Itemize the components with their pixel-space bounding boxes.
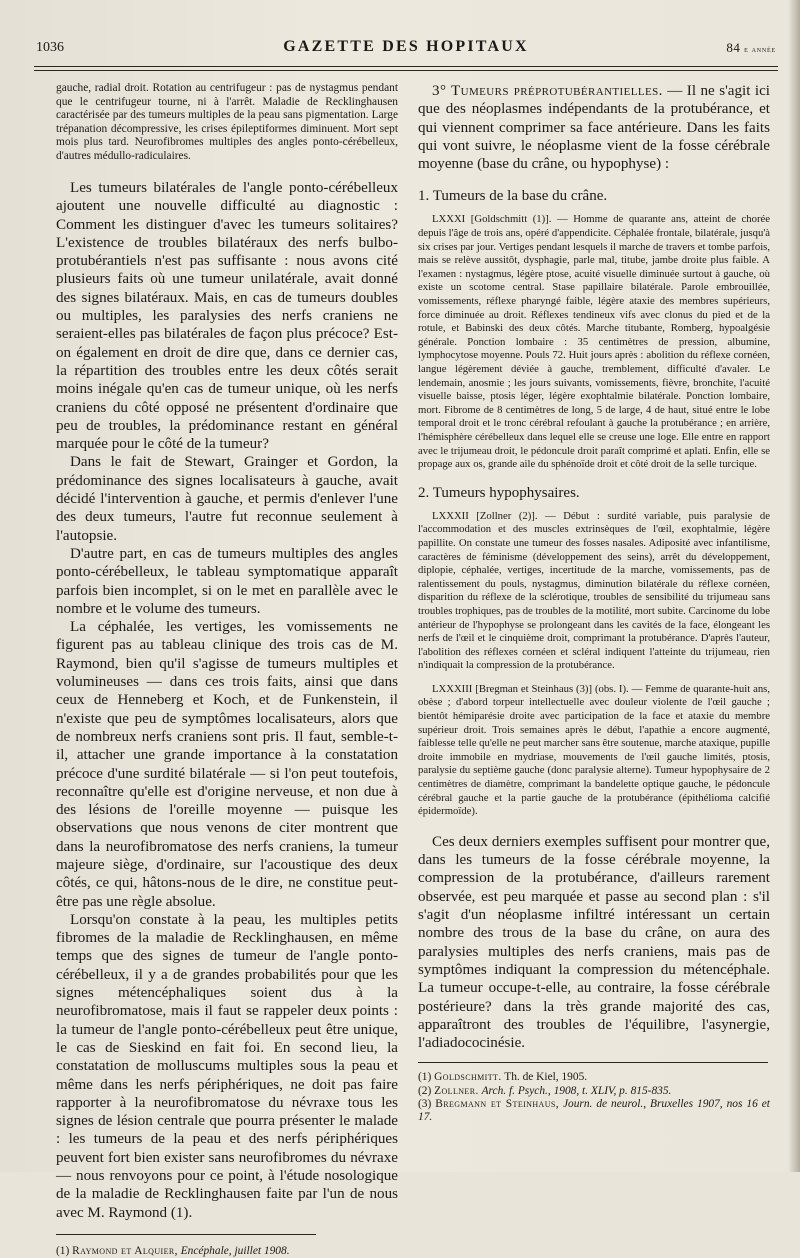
year-suffix: e année — [744, 44, 776, 54]
right-footnote-3-author: Bregmann et Steinhaus, — [435, 1097, 559, 1110]
left-paragraph-5: Lorsqu'on constate à la peau, les multiples petits fibromes de la maladie de Recklinghausen, en même temps que des signes de tumeur de l'angle ponto-cérébelleux, il y a de grandes probabilités pour que les signes métencéphaliques soient dus à la neurofibromatose, mais il faut se rappeler deux points : la tumeur de l'angle ponto-cérébelleux peut être unique, le cas de Sieskind en fait foi. En second lieu, la constatation de molluscums multiples sous la peau et même dans les nerfs périphériques, ne doit pas faire rapporter à la neurofibromatose du névraxe tous les signes de lésion centrale que pourra présenter le malade : les tumeurs de la peau et des nerfs périphériques peuvent fort bien exister sans neurofibromes du névraxe — nous renvoyons pour ce point, à l'étude nosologique de la maladie de Recklinghausen faite par l'un de nous avec M. Raymond (1). — [56, 911, 398, 1221]
year-label — [726, 40, 776, 56]
right-intro-paragraph — [418, 82, 770, 173]
year-number: 84 — [726, 40, 741, 55]
right-footnote-1-author: Goldschmitt. — [434, 1071, 502, 1084]
right-footnote-1-source: Th. de Kiel, 1905. — [504, 1071, 588, 1084]
right-footnote-2: (2) Zollner. Arch. f. Psych., 1908, t. XLIV, p. 815-835. — [418, 1084, 672, 1097]
case-lxxxiii: LXXXIII [Bregman et Steinhaus (3)] (obs. I). — Femme de quarante-huit ans, obèse ; d'abord torpeur intellectuelle avec douleur violente de l'œil gauche ; bientôt hémiparésie droite avec participation de la face et ataxie du membre supérieur droit. Trois semaines après le début, l'apathie a encore augmenté, faiblesse telle qu'elle ne peut marcher sans être soutenue, marche ataxique, pupille droite immobile en mydriase, mouvements de l'œil gauche limités, ptosis, paralysie du septième gauche (donc paralysie alterne). Tumeur hypophysaire de 2 centimètres de diamètre, comprimant la bandelette optique gauche, le pédoncule cérébral gauche et la partie gauche de la protubérance (épithélioma calcifié épidermoïde). — [418, 682, 770, 818]
right-intro-label: 3° Tumeurs préprotubérantielles. — [432, 83, 663, 99]
journal-title: GAZETTE DES HOPITAUX — [283, 38, 529, 55]
case-lxxxii: LXXXII [Zollner (2)]. — Début : surdité variable, puis paralysie de l'accommodation et des muscles extrinsèques de l'œil, exophtalmie, légère papillite. On constate une tumeur des fosses nasales. Adiposité avec infantilisme, caractères de féminisme (développement des seins), arrêt du développement, diplopie, céphalée, vertiges, incertitude de la marche, vomissements, pas de ralentissement du pouls, nystagmus, diminution bilatérale du réflexe cornéen, disparition du réflexe de la sclérotique, troubles de sensibilité du trijumeau sans troubles trophiques, pas de troubles de la motilité, mort subite. Carcinome du lobe antérieur de l'hypophyse se prolongeant dans les cavités de la face, élongeant les nerfs de l'œil et le cinquième droit, comprimant la protubérance. D'après l'auteur, l'abolition des réflexes cornéen et scléral indiquent l'atteinte du trijumeau, rien n'indiquait la compression de la protubérance. — [418, 509, 770, 672]
right-column — [418, 82, 770, 1124]
left-paragraph-3: D'autre part, en cas de tumeurs multiples des angles ponto-cérébelleux, le tableau symptomatique apparaît parfois bien incomplet, si on le met en parallèle avec le nombre et le volume des tumeurs. — [56, 545, 398, 617]
left-footnote-authors: Raymond et Alquier, — [72, 1244, 178, 1257]
right-footnote-1: (1) Goldschmitt. Th. de Kiel, 1905. — [418, 1071, 588, 1084]
page-number: 1036 — [36, 40, 64, 55]
left-paragraph-4: La céphalée, les vertiges, les vomissements ne figurent pas au tableau clinique des trois cas de M. Raymond, bien qu'il s'agisse de tumeurs multiples et volumineuses — dans ces trois faits, ainsi que dans ceux de Henneberg et Koch, et de Funkenstein, il n'existe que peu de symptômes localisateurs, alors que de nombreux nerfs craniens sont pris. Il faut, semble-t-il, attacher une grande importance à la constatation précoce d'une surdité bilatérale — si l'on peut toutefois, reconnaître qu'elle est d'origine nerveuse, et non due à des lésions de l'oreille moyenne — puisque les observations que nous venons de citer montrent que dans la neurofibromatose des nerfs craniens, la tumeur majeure siège, d'ordinaire, sur l'acoustique des deux côtés, ce qui, hâtons-nous de le dire, ne constitue peut-être pas une règle absolue. — [56, 619, 398, 910]
left-paragraph-2: Dans le fait de Stewart, Grainger et Gordon, la prédominance des signes localisateurs à gauche, avait décidé l'intervention à gauche, et permis d'enlever l'une des deux tumeurs, l'autre fut reconnue seulement à l'autopsie. — [56, 454, 398, 544]
right-footnote-3: (3) Bregmann et Steinhaus, Journ. de neurol., Bruxelles 1907, nos 16 et 17. — [418, 1097, 770, 1123]
left-paragraph-1: Les tumeurs bilatérales de l'angle ponto-cérébelleux ajoutent une nouvelle difficulté au diagnostic : Comment les distinguer d'avec les tumeurs solitaires? L'existence de troubles bilatéraux des nerfs bulbo-protubérantiels n'est pas suffisante : nous avons cité plusieurs faits où une tumeur unilatérale, avait donné des signes bilatéraux. Mais, en cas de tumeurs doubles ou multiples, les paralysies des nerfs craniens ne seraient-elles pas bilatérales de façon plus précoce? Est-on également en droit de dire que, dans ce dernier cas, la répartition des troubles entre les deux côtés serait moins inégale qu'en cas de tumeur unique, où les nerfs craniens du côté opposé ne présentent d'ordinaire que peu de troubles, la prédominance restant en général marquée pour le côté de la tumeur? — [56, 180, 398, 453]
case-lxxxi: LXXXI [Goldschmitt (1)]. — Homme de quarante ans, atteint de chorée depuis l'âge de trois ans, opéré d'appendicite. Céphalée frontale, bilatérale, jusqu'à six crises par jour. Vertiges pendant lesquels il marche de travers et tombe parfois, mais se relève aussitôt, dysphagie, parle mal, titube, jambe droite plus faible. A l'examen : nystagmus, légère ptose, acuité visuelle diminuée surtout à gauche, où existe un scotome central. Stase papillaire bilatérale. Parole embrouillée, vomissements, réflexe pharyngé faible, légère ataxie des membres supérieurs, force diminuée au droit. Réflexes tendineux vifs avec clonus du pied et de la rotule, et Babinski des deux côtés. Marche titubante, Romberg, hypoalgésie générale. Ponction lombaire : 35 centimètres de pression, albumine, lymphocytose moyenne. Pouls 72. Huit jours après : abolition du réflexe cornéen, langue légèrement déviée à gauche, tremblement, difficulté d'avaler. Le lendemain, anosmie ; les jours suivants, vomissements, fièvre, bronchite, l'acuité visuelle baisse, ptosis léger, légère exophtalmie bilatérale. Ponction lombaire, mort. Fibrome de 8 centimètres de long, 5 de large, 4 de haut, situé entre le lobe temporal droit et le tronc cérébral refoulant à gauche la protubérance ; en arrière, l'hémisphère cérébelleux dans lequel elle se creuse une loge. Elle entre en rapport avec le trijumeau droit, le pédoncule droit paraît comprimé et aplati. Enfin, elle se propage aux os, grande aile du sphénoïde droit et côté droit de la selle turcique. — [418, 213, 770, 471]
right-closing-paragraph: Ces deux derniers exemples suffisent pour montrer que, dans les tumeurs de la fosse cérébrale moyenne, la compression de la protubérance, d'ailleurs rarement observée, est peu marquée et passe au second plan : s'il s'agit d'un néoplasme infiltré intéressant un certain nombre des trous de la base du crâne, on aura des paralysies multiples des nerfs craniens, mais pas de symptômes indiquant la compression du métencéphale. La tumeur occupe-t-elle, au contraire, la fosse cérébrale postérieure? dans la très grande majorité des cas, apparaîtront des troubles de l'équilibre, l'asynergie, l'adiadococinésie. — [418, 833, 770, 1052]
section-heading-hypophysaires: 2. Tumeurs hypophysaires. — [418, 484, 580, 501]
left-footnote-1: (1) Raymond et Alquier, Encéphale, juillet 1908. — [56, 1244, 290, 1257]
page-edge-shadow — [788, 0, 800, 1172]
right-intro-text: — Il ne s'agit ici que des néoplasmes indépendants de la protubérance, et qui viennent comprimer sa face antérieure. Dans les faits qui vont suivre, le néoplasme vient de la fosse cérébrale moyenne (base du crâne, ou hypophyse) : — [418, 83, 770, 173]
right-footnote-2-author: Zollner. — [434, 1084, 479, 1097]
left-footnote-source: Encéphale, juillet 1908. — [180, 1244, 290, 1257]
left-column — [56, 82, 398, 1258]
left-intro-paragraph: gauche, radial droit. Rotation au centrifugeur : pas de nystagmus pendant que le centrifugeur tourne, ni à l'arrêt. Maladie de Recklinghausen caractérisée par des tumeurs multiples de la peau sans pigmentation. Large trépanation décompressive, les crises épileptiformes diminuent. Mort sept mois plus tard. Neurofibromes multiples des angles ponto-cérébelleux, d'autres médullo-radiculaires. — [56, 82, 398, 162]
right-footnote-3-source: Journ. de neurol., Bruxelles 1907, nos 16 et 17. — [418, 1097, 770, 1123]
section-heading-base-crane: 1. Tumeurs de la base du crâne. — [418, 188, 608, 205]
right-footnote-2-source: Arch. f. Psych., 1908, t. XLIV, p. 815-835. — [481, 1084, 672, 1097]
page-header — [36, 38, 776, 62]
header-rule-double — [34, 70, 778, 71]
header-rule — [34, 66, 778, 67]
